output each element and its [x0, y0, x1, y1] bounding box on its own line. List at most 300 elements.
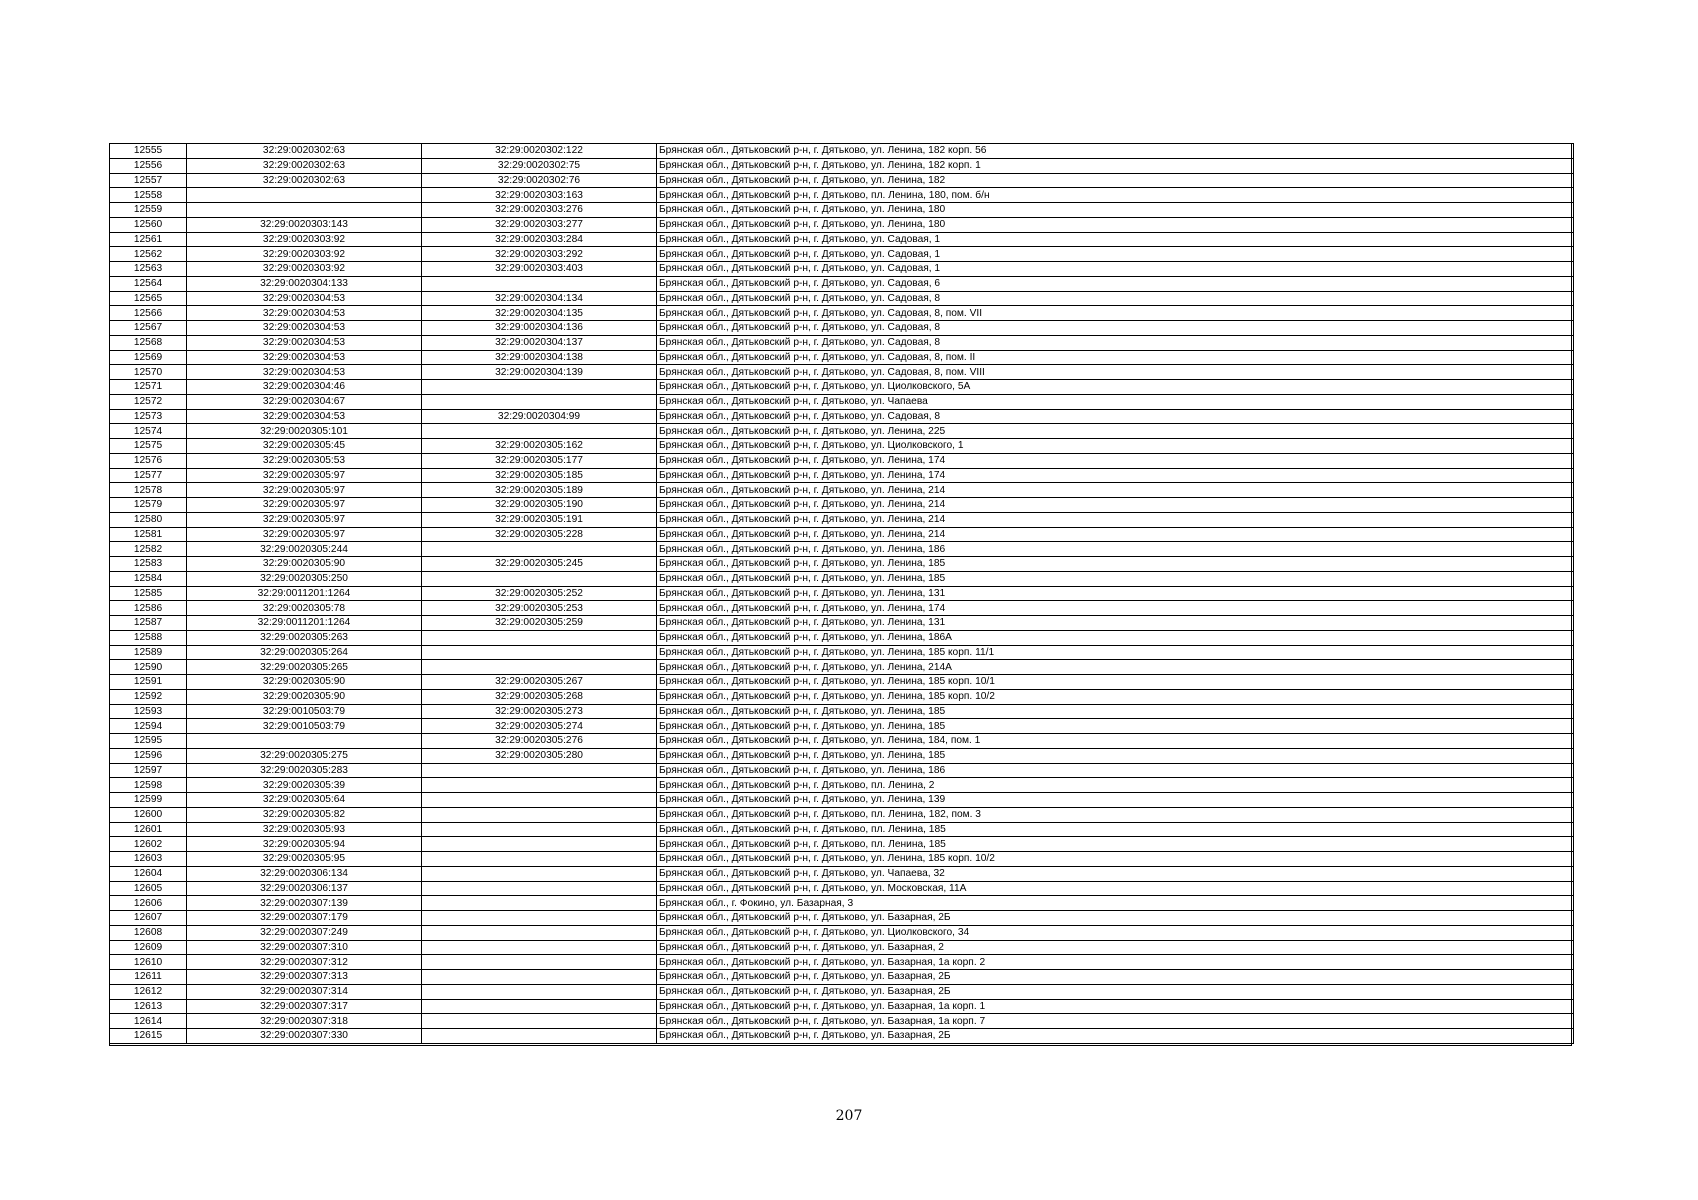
address-cell: Брянская обл., Дятьковский р-н, г. Дятьково, ул. Садовая, 1 — [657, 262, 1574, 277]
object-cadastral-number-cell — [422, 837, 657, 852]
address-cell: Брянская обл., Дятьковский р-н, г. Дятьково, ул. Ленина, 186 — [657, 542, 1574, 557]
table-row — [110, 439, 1574, 454]
table-row — [110, 911, 1574, 926]
row-number-cell: 12586 — [110, 601, 187, 616]
table-row — [110, 601, 1574, 616]
object-cadastral-number-cell — [422, 881, 657, 896]
table-row — [110, 984, 1574, 999]
land-cadastral-number-cell: 32:29:0010503:79 — [187, 704, 422, 719]
address-cell: Брянская обл., Дятьковский р-н, г. Дятьково, ул. Ленина, 139 — [657, 793, 1574, 808]
object-cadastral-number-cell — [422, 763, 657, 778]
row-number-cell: 12574 — [110, 424, 187, 439]
table-row — [110, 350, 1574, 365]
table-row — [110, 778, 1574, 793]
object-cadastral-number-cell: 32:29:0020303:277 — [422, 217, 657, 232]
table-row — [110, 704, 1574, 719]
table-row — [110, 852, 1574, 867]
object-cadastral-number-cell — [422, 911, 657, 926]
land-cadastral-number-cell: 32:29:0020305:283 — [187, 763, 422, 778]
object-cadastral-number-cell — [422, 380, 657, 395]
address-cell: Брянская обл., Дятьковский р-н, г. Дятьково, ул. Ленина, 225 — [657, 424, 1574, 439]
table-row — [110, 660, 1574, 675]
row-number-cell: 12594 — [110, 719, 187, 734]
address-cell: Брянская обл., Дятьковский р-н, г. Дятьково, ул. Ленина, 131 — [657, 616, 1574, 631]
object-cadastral-number-cell: 32:29:0020304:135 — [422, 306, 657, 321]
row-number-cell: 12572 — [110, 394, 187, 409]
table-row — [110, 1014, 1574, 1029]
object-cadastral-number-cell: 32:29:0020305:162 — [422, 439, 657, 454]
land-cadastral-number-cell: 32:29:0020304:133 — [187, 276, 422, 291]
row-number-cell: 12559 — [110, 203, 187, 218]
table-row — [110, 557, 1574, 572]
table-row — [110, 925, 1574, 940]
table-row — [110, 409, 1574, 424]
table-row — [110, 675, 1574, 690]
row-number-cell: 12593 — [110, 704, 187, 719]
land-cadastral-number-cell: 32:29:0020305:90 — [187, 557, 422, 572]
object-cadastral-number-cell: 32:29:0020305:185 — [422, 468, 657, 483]
land-cadastral-number-cell: 32:29:0020305:94 — [187, 837, 422, 852]
land-cadastral-number-cell — [187, 188, 422, 203]
row-number-cell: 12602 — [110, 837, 187, 852]
land-cadastral-number-cell: 32:29:0020305:64 — [187, 793, 422, 808]
table-body — [110, 144, 1574, 1044]
page-number: 207 — [835, 1108, 863, 1124]
land-cadastral-number-cell: 32:29:0020307:318 — [187, 1014, 422, 1029]
land-cadastral-number-cell: 32:29:0010503:79 — [187, 719, 422, 734]
land-cadastral-number-cell: 32:29:0020305:78 — [187, 601, 422, 616]
address-cell: Брянская обл., Дятьковский р-н, г. Дятьково, ул. Циолковского, 5А — [657, 380, 1574, 395]
object-cadastral-number-cell — [422, 984, 657, 999]
object-cadastral-number-cell — [422, 1029, 657, 1044]
object-cadastral-number-cell — [422, 852, 657, 867]
row-number-cell: 12575 — [110, 439, 187, 454]
object-cadastral-number-cell: 32:29:0020305:253 — [422, 601, 657, 616]
land-cadastral-number-cell: 32:29:0020304:53 — [187, 291, 422, 306]
land-cadastral-number-cell — [187, 734, 422, 749]
table-row — [110, 512, 1574, 527]
table-row — [110, 335, 1574, 350]
land-cadastral-number-cell: 32:29:0020305:101 — [187, 424, 422, 439]
land-cadastral-number-cell: 32:29:0020305:97 — [187, 527, 422, 542]
row-number-cell: 12556 — [110, 158, 187, 173]
object-cadastral-number-cell: 32:29:0020305:280 — [422, 748, 657, 763]
land-cadastral-number-cell: 32:29:0020303:92 — [187, 247, 422, 262]
land-cadastral-number-cell: 32:29:0020303:143 — [187, 217, 422, 232]
land-cadastral-number-cell: 32:29:0020305:53 — [187, 453, 422, 468]
land-cadastral-number-cell: 32:29:0020305:82 — [187, 807, 422, 822]
row-number-cell: 12584 — [110, 571, 187, 586]
table-row — [110, 748, 1574, 763]
row-number-cell: 12592 — [110, 689, 187, 704]
table-row — [110, 719, 1574, 734]
address-cell: Брянская обл., Дятьковский р-н, г. Дятьково, ул. Базарная, 1а корп. 1 — [657, 999, 1574, 1014]
object-cadastral-number-cell: 32:29:0020303:163 — [422, 188, 657, 203]
row-number-cell: 12612 — [110, 984, 187, 999]
table-row — [110, 247, 1574, 262]
land-cadastral-number-cell: 32:29:0020305:90 — [187, 689, 422, 704]
address-cell: Брянская обл., Дятьковский р-н, г. Дятьково, ул. Московская, 11А — [657, 881, 1574, 896]
object-cadastral-number-cell: 32:29:0020305:228 — [422, 527, 657, 542]
land-cadastral-number-cell: 32:29:0020307:310 — [187, 940, 422, 955]
row-number-cell: 12604 — [110, 866, 187, 881]
object-cadastral-number-cell: 32:29:0020305:259 — [422, 616, 657, 631]
object-cadastral-number-cell — [422, 571, 657, 586]
table-row — [110, 586, 1574, 601]
object-cadastral-number-cell — [422, 1014, 657, 1029]
row-number-cell: 12561 — [110, 232, 187, 247]
table-row — [110, 866, 1574, 881]
row-number-cell: 12597 — [110, 763, 187, 778]
table-row — [110, 394, 1574, 409]
address-cell: Брянская обл., Дятьковский р-н, г. Дятьково, ул. Садовая, 8, пом. II — [657, 350, 1574, 365]
table-row — [110, 999, 1574, 1014]
row-number-cell: 12577 — [110, 468, 187, 483]
row-number-cell: 12606 — [110, 896, 187, 911]
object-cadastral-number-cell: 32:29:0020304:138 — [422, 350, 657, 365]
object-cadastral-number-cell — [422, 940, 657, 955]
object-cadastral-number-cell: 32:29:0020304:139 — [422, 365, 657, 380]
row-number-cell: 12600 — [110, 807, 187, 822]
land-cadastral-number-cell: 32:29:0020307:249 — [187, 925, 422, 940]
table-row — [110, 483, 1574, 498]
land-cadastral-number-cell: 32:29:0020303:92 — [187, 262, 422, 277]
object-cadastral-number-cell: 32:29:0020302:75 — [422, 158, 657, 173]
object-cadastral-number-cell — [422, 424, 657, 439]
land-cadastral-number-cell: 32:29:0020306:137 — [187, 881, 422, 896]
table-row — [110, 527, 1574, 542]
land-cadastral-number-cell: 32:29:0020304:53 — [187, 365, 422, 380]
object-cadastral-number-cell: 32:29:0020305:276 — [422, 734, 657, 749]
table-row — [110, 616, 1574, 631]
land-cadastral-number-cell: 32:29:0020307:317 — [187, 999, 422, 1014]
land-cadastral-number-cell: 32:29:0020307:312 — [187, 955, 422, 970]
row-number-cell: 12573 — [110, 409, 187, 424]
table-row — [110, 188, 1574, 203]
land-cadastral-number-cell: 32:29:0020307:330 — [187, 1029, 422, 1044]
row-number-cell: 12591 — [110, 675, 187, 690]
table-row — [110, 645, 1574, 660]
land-cadastral-number-cell: 32:29:0020303:92 — [187, 232, 422, 247]
land-cadastral-number-cell: 32:29:0020305:275 — [187, 748, 422, 763]
object-cadastral-number-cell: 32:29:0020305:268 — [422, 689, 657, 704]
row-number-cell: 12599 — [110, 793, 187, 808]
table-row — [110, 306, 1574, 321]
object-cadastral-number-cell: 32:29:0020304:136 — [422, 321, 657, 336]
address-cell: Брянская обл., Дятьковский р-н, г. Дятьково, ул. Ленина, 182 корп. 56 — [657, 144, 1574, 159]
row-number-cell: 12609 — [110, 940, 187, 955]
address-cell: Брянская обл., Дятьковский р-н, г. Дятьково, ул. Садовая, 8 — [657, 291, 1574, 306]
land-cadastral-number-cell: 32:29:0020305:95 — [187, 852, 422, 867]
address-cell: Брянская обл., Дятьковский р-н, г. Дятьково, ул. Ленина, 185 — [657, 571, 1574, 586]
row-number-cell: 12579 — [110, 498, 187, 513]
address-cell: Брянская обл., Дятьковский р-н, г. Дятьково, ул. Ленина, 174 — [657, 453, 1574, 468]
row-number-cell: 12558 — [110, 188, 187, 203]
table-row — [110, 424, 1574, 439]
address-cell: Брянская обл., Дятьковский р-н, г. Дятьково, ул. Садовая, 1 — [657, 247, 1574, 262]
object-cadastral-number-cell: 32:29:0020305:189 — [422, 483, 657, 498]
table-row — [110, 837, 1574, 852]
table-row — [110, 955, 1574, 970]
land-cadastral-number-cell: 32:29:0020302:63 — [187, 173, 422, 188]
address-cell: Брянская обл., Дятьковский р-н, г. Дятьково, ул. Ленина, 214 — [657, 527, 1574, 542]
table-row — [110, 498, 1574, 513]
object-cadastral-number-cell: 32:29:0020305:177 — [422, 453, 657, 468]
row-number-cell: 12562 — [110, 247, 187, 262]
object-cadastral-number-cell: 32:29:0020304:137 — [422, 335, 657, 350]
address-cell: Брянская обл., Дятьковский р-н, г. Дятьково, ул. Ленина, 131 — [657, 586, 1574, 601]
row-number-cell: 12596 — [110, 748, 187, 763]
object-cadastral-number-cell: 32:29:0020305:190 — [422, 498, 657, 513]
row-number-cell: 12568 — [110, 335, 187, 350]
row-number-cell: 12608 — [110, 925, 187, 940]
address-cell: Брянская обл., Дятьковский р-н, г. Дятьково, ул. Ленина, 185 корп. 10/1 — [657, 675, 1574, 690]
object-cadastral-number-cell: 32:29:0020305:252 — [422, 586, 657, 601]
table-row — [110, 896, 1574, 911]
address-cell: Брянская обл., Дятьковский р-н, г. Дятьково, ул. Ленина, 185 корп. 10/2 — [657, 852, 1574, 867]
land-cadastral-number-cell: 32:29:0020305:97 — [187, 468, 422, 483]
table-row — [110, 173, 1574, 188]
address-cell: Брянская обл., Дятьковский р-н, г. Дятьково, ул. Ленина, 180 — [657, 217, 1574, 232]
object-cadastral-number-cell — [422, 394, 657, 409]
address-cell: Брянская обл., Дятьковский р-н, г. Дятьково, ул. Ленина, 174 — [657, 601, 1574, 616]
land-cadastral-number-cell: 32:29:0020302:63 — [187, 158, 422, 173]
land-cadastral-number-cell: 32:29:0020307:314 — [187, 984, 422, 999]
row-number-cell: 12578 — [110, 483, 187, 498]
object-cadastral-number-cell — [422, 807, 657, 822]
address-cell: Брянская обл., Дятьковский р-н, г. Дятьково, пл. Ленина, 182, пом. 3 — [657, 807, 1574, 822]
row-number-cell: 12601 — [110, 822, 187, 837]
land-cadastral-number-cell: 32:29:0011201:1264 — [187, 586, 422, 601]
table-row — [110, 291, 1574, 306]
table-row — [110, 144, 1574, 159]
object-cadastral-number-cell — [422, 999, 657, 1014]
address-cell: Брянская обл., Дятьковский р-н, г. Дятьково, ул. Ленина, 185 — [657, 719, 1574, 734]
land-cadastral-number-cell: 32:29:0020305:264 — [187, 645, 422, 660]
row-number-cell: 12595 — [110, 734, 187, 749]
address-cell: Брянская обл., Дятьковский р-н, г. Дятьково, ул. Ленина, 185 корп. 11/1 — [657, 645, 1574, 660]
land-cadastral-number-cell — [187, 203, 422, 218]
row-number-cell: 12590 — [110, 660, 187, 675]
address-cell: Брянская обл., Дятьковский р-н, г. Дятьково, ул. Ленина, 214 — [657, 483, 1574, 498]
table-row — [110, 630, 1574, 645]
table-row — [110, 689, 1574, 704]
row-number-cell: 12560 — [110, 217, 187, 232]
object-cadastral-number-cell: 32:29:0020303:276 — [422, 203, 657, 218]
table-row — [110, 158, 1574, 173]
row-number-cell: 12607 — [110, 911, 187, 926]
address-cell: Брянская обл., Дятьковский р-н, г. Дятьково, ул. Ленина, 174 — [657, 468, 1574, 483]
object-cadastral-number-cell: 32:29:0020305:267 — [422, 675, 657, 690]
row-number-cell: 12585 — [110, 586, 187, 601]
address-cell: Брянская обл., Дятьковский р-н, г. Дятьково, ул. Ленина, 214А — [657, 660, 1574, 675]
table-row — [110, 232, 1574, 247]
row-number-cell: 12598 — [110, 778, 187, 793]
table-row — [110, 468, 1574, 483]
address-cell: Брянская обл., Дятьковский р-н, г. Дятьково, ул. Ленина, 185 — [657, 557, 1574, 572]
land-cadastral-number-cell: 32:29:0020305:97 — [187, 483, 422, 498]
land-cadastral-number-cell: 32:29:0020305:97 — [187, 498, 422, 513]
address-cell: Брянская обл., Дятьковский р-н, г. Дятьково, ул. Ленина, 214 — [657, 512, 1574, 527]
table-row — [110, 763, 1574, 778]
row-number-cell: 12587 — [110, 616, 187, 631]
row-number-cell: 12583 — [110, 557, 187, 572]
address-cell: Брянская обл., Дятьковский р-н, г. Дятьково, ул. Садовая, 8 — [657, 335, 1574, 350]
object-cadastral-number-cell: 32:29:0020305:274 — [422, 719, 657, 734]
object-cadastral-number-cell — [422, 970, 657, 985]
row-number-cell: 12569 — [110, 350, 187, 365]
land-cadastral-number-cell: 32:29:0020304:53 — [187, 306, 422, 321]
land-cadastral-number-cell: 32:29:0011201:1264 — [187, 616, 422, 631]
address-cell: Брянская обл., Дятьковский р-н, г. Дятьково, ул. Чапаева, 32 — [657, 866, 1574, 881]
address-cell: Брянская обл., Дятьковский р-н, г. Дятьково, ул. Ленина, 186А — [657, 630, 1574, 645]
row-number-cell: 12588 — [110, 630, 187, 645]
table-row — [110, 542, 1574, 557]
address-cell: Брянская обл., Дятьковский р-н, г. Дятьково, ул. Ленина, 185 — [657, 704, 1574, 719]
land-cadastral-number-cell: 32:29:0020305:250 — [187, 571, 422, 586]
address-cell: Брянская обл., Дятьковский р-н, г. Дятьково, ул. Ленина, 185 — [657, 748, 1574, 763]
object-cadastral-number-cell: 32:29:0020302:122 — [422, 144, 657, 159]
land-cadastral-number-cell: 32:29:0020302:63 — [187, 144, 422, 159]
address-cell: Брянская обл., Дятьковский р-н, г. Дятьково, ул. Садовая, 8 — [657, 409, 1574, 424]
row-number-cell: 12611 — [110, 970, 187, 985]
table-row — [110, 571, 1574, 586]
row-number-cell: 12615 — [110, 1029, 187, 1044]
row-number-cell: 12589 — [110, 645, 187, 660]
row-number-cell: 12580 — [110, 512, 187, 527]
object-cadastral-number-cell — [422, 822, 657, 837]
address-cell: Брянская обл., Дятьковский р-н, г. Дятьково, ул. Базарная, 2Б — [657, 984, 1574, 999]
row-number-cell: 12576 — [110, 453, 187, 468]
object-cadastral-number-cell — [422, 896, 657, 911]
object-cadastral-number-cell: 32:29:0020303:284 — [422, 232, 657, 247]
land-cadastral-number-cell: 32:29:0020304:53 — [187, 350, 422, 365]
object-cadastral-number-cell — [422, 276, 657, 291]
land-cadastral-number-cell: 32:29:0020307:313 — [187, 970, 422, 985]
row-number-cell: 12613 — [110, 999, 187, 1014]
address-cell: Брянская обл., Дятьковский р-н, г. Дятьково, ул. Ленина, 214 — [657, 498, 1574, 513]
object-cadastral-number-cell: 32:29:0020305:273 — [422, 704, 657, 719]
object-cadastral-number-cell: 32:29:0020304:134 — [422, 291, 657, 306]
land-cadastral-number-cell: 32:29:0020305:90 — [187, 675, 422, 690]
address-cell: Брянская обл., Дятьковский р-н, г. Дятьково, пл. Ленина, 180, пом. б/н — [657, 188, 1574, 203]
row-number-cell: 12566 — [110, 306, 187, 321]
land-cadastral-number-cell: 32:29:0020304:53 — [187, 335, 422, 350]
land-cadastral-number-cell: 32:29:0020304:46 — [187, 380, 422, 395]
land-cadastral-number-cell: 32:29:0020305:93 — [187, 822, 422, 837]
object-cadastral-number-cell — [422, 925, 657, 940]
table-row — [110, 822, 1574, 837]
address-cell: Брянская обл., Дятьковский р-н, г. Дятьково, ул. Садовая, 8, пом. VIII — [657, 365, 1574, 380]
address-cell: Брянская обл., Дятьковский р-н, г. Дятьково, ул. Базарная, 2Б — [657, 970, 1574, 985]
row-number-cell: 12570 — [110, 365, 187, 380]
row-number-cell: 12610 — [110, 955, 187, 970]
address-cell: Брянская обл., Дятьковский р-н, г. Дятьково, ул. Базарная, 1а корп. 2 — [657, 955, 1574, 970]
land-cadastral-number-cell: 32:29:0020305:265 — [187, 660, 422, 675]
land-cadastral-number-cell: 32:29:0020304:53 — [187, 321, 422, 336]
address-cell: Брянская обл., Дятьковский р-н, г. Дятьково, пл. Ленина, 185 — [657, 822, 1574, 837]
address-cell: Брянская обл., Дятьковский р-н, г. Дятьково, пл. Ленина, 185 — [657, 837, 1574, 852]
table-row — [110, 807, 1574, 822]
land-cadastral-number-cell: 32:29:0020305:97 — [187, 512, 422, 527]
land-cadastral-number-cell: 32:29:0020304:67 — [187, 394, 422, 409]
table-row — [110, 793, 1574, 808]
row-number-cell: 12614 — [110, 1014, 187, 1029]
address-cell: Брянская обл., Дятьковский р-н, г. Дятьково, ул. Садовая, 6 — [657, 276, 1574, 291]
object-cadastral-number-cell: 32:29:0020304:99 — [422, 409, 657, 424]
table-row — [110, 321, 1574, 336]
row-number-cell: 12605 — [110, 881, 187, 896]
table-row — [110, 453, 1574, 468]
land-cadastral-number-cell: 32:29:0020307:179 — [187, 911, 422, 926]
object-cadastral-number-cell — [422, 645, 657, 660]
land-cadastral-number-cell: 32:29:0020305:263 — [187, 630, 422, 645]
row-number-cell: 12603 — [110, 852, 187, 867]
address-cell: Брянская обл., Дятьковский р-н, г. Дятьково, ул. Чапаева — [657, 394, 1574, 409]
object-cadastral-number-cell — [422, 660, 657, 675]
object-cadastral-number-cell: 32:29:0020305:245 — [422, 557, 657, 572]
address-cell: Брянская обл., Дятьковский р-н, г. Дятьково, ул. Садовая, 1 — [657, 232, 1574, 247]
object-cadastral-number-cell — [422, 630, 657, 645]
object-cadastral-number-cell — [422, 542, 657, 557]
land-cadastral-number-cell: 32:29:0020305:244 — [187, 542, 422, 557]
address-cell: Брянская обл., Дятьковский р-н, г. Дятьково, ул. Ленина, 182 — [657, 173, 1574, 188]
object-cadastral-number-cell — [422, 778, 657, 793]
object-cadastral-number-cell: 32:29:0020303:292 — [422, 247, 657, 262]
address-cell: Брянская обл., Дятьковский р-н, г. Дятьково, пл. Ленина, 2 — [657, 778, 1574, 793]
row-number-cell: 12557 — [110, 173, 187, 188]
table-row — [110, 940, 1574, 955]
table-row — [110, 217, 1574, 232]
address-cell: Брянская обл., Дятьковский р-н, г. Дятьково, ул. Циолковского, 1 — [657, 439, 1574, 454]
object-cadastral-number-cell: 32:29:0020303:403 — [422, 262, 657, 277]
cadastral-table — [109, 143, 1574, 1044]
address-cell: Брянская обл., Дятьковский р-н, г. Дятьково, ул. Базарная, 1а корп. 7 — [657, 1014, 1574, 1029]
row-number-cell: 12563 — [110, 262, 187, 277]
object-cadastral-number-cell — [422, 793, 657, 808]
table-row — [110, 365, 1574, 380]
table-row — [110, 203, 1574, 218]
address-cell: Брянская обл., Дятьковский р-н, г. Дятьково, ул. Базарная, 2 — [657, 940, 1574, 955]
table-row — [110, 380, 1574, 395]
address-cell: Брянская обл., Дятьковский р-н, г. Дятьково, ул. Циолковского, 34 — [657, 925, 1574, 940]
land-cadastral-number-cell: 32:29:0020307:139 — [187, 896, 422, 911]
address-cell: Брянская обл., Дятьковский р-н, г. Дятьково, ул. Ленина, 182 корп. 1 — [657, 158, 1574, 173]
address-cell: Брянская обл., Дятьковский р-н, г. Дятьково, ул. Ленина, 185 корп. 10/2 — [657, 689, 1574, 704]
row-number-cell: 12571 — [110, 380, 187, 395]
row-number-cell: 12565 — [110, 291, 187, 306]
address-cell: Брянская обл., Дятьковский р-н, г. Дятьково, ул. Садовая, 8, пом. VII — [657, 306, 1574, 321]
row-number-cell: 12582 — [110, 542, 187, 557]
row-number-cell: 12555 — [110, 144, 187, 159]
address-cell: Брянская обл., Дятьковский р-н, г. Дятьково, ул. Садовая, 8 — [657, 321, 1574, 336]
table-row — [110, 1029, 1574, 1044]
table-row — [110, 276, 1574, 291]
object-cadastral-number-cell: 32:29:0020305:191 — [422, 512, 657, 527]
land-cadastral-number-cell: 32:29:0020305:45 — [187, 439, 422, 454]
address-cell: Брянская обл., Дятьковский р-н, г. Дятьково, ул. Ленина, 186 — [657, 763, 1574, 778]
land-cadastral-number-cell: 32:29:0020306:134 — [187, 866, 422, 881]
object-cadastral-number-cell — [422, 955, 657, 970]
table-row — [110, 262, 1574, 277]
table-row — [110, 881, 1574, 896]
land-cadastral-number-cell: 32:29:0020305:39 — [187, 778, 422, 793]
address-cell: Брянская обл., Дятьковский р-н, г. Дятьково, ул. Базарная, 2Б — [657, 1029, 1574, 1044]
object-cadastral-number-cell: 32:29:0020302:76 — [422, 173, 657, 188]
row-number-cell: 12564 — [110, 276, 187, 291]
row-number-cell: 12567 — [110, 321, 187, 336]
table-row — [110, 970, 1574, 985]
